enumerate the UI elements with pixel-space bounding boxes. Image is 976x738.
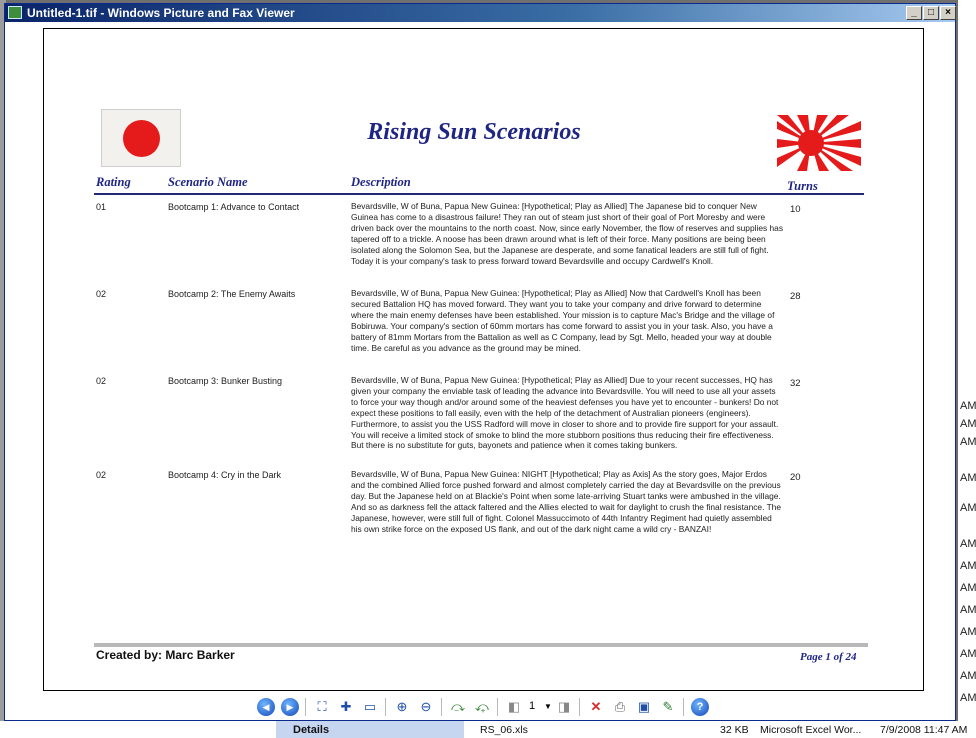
background-time-fragment: AM	[960, 472, 976, 484]
footer-creator: Created by: Marc Barker	[96, 648, 235, 662]
file-date: 7/9/2008 11:47 AM	[880, 724, 968, 736]
scenario-rating: 02	[96, 376, 107, 386]
scenario-rating: 01	[96, 202, 107, 212]
column-header-description: Description	[351, 175, 411, 189]
scenario-rating: 02	[96, 470, 107, 480]
close-button[interactable]: ×	[940, 6, 956, 20]
scenario-description: Bevardsville, W of Buna, Papua New Guinea: [Hypothetical; Play as Allied] Due to your recent successes, HQ has given your company the enviable task of leading the advance into Bevardsville. You will need to use all your assets to force your way though and/or around some of the heaviest defenses you have yet to encounter - bunkers! Do not expect these positions to fall easily, even with the help of the detachment of Australian pioneers (engineers). Furthermore, to assist you the USS Radford will move in closer to shore and to provide fire support for your assault. You will receive a limited stock of smoke to blind the more stubborn positions thus reducing their fire effectiveness. But there is no substitute for guts, bayonets and patience when it comes taking bunkers.	[351, 375, 779, 451]
picture-viewer-window	[4, 3, 956, 721]
background-file-list	[958, 0, 976, 738]
zoom-in-icon[interactable]: ⊕	[396, 699, 408, 714]
scenario-turns: 10	[790, 204, 801, 215]
scenario-description: Bevardsville, W of Buna, Papua New Guinea: [Hypothetical; Play as Allied] The Japanese bid to conquer New Guinea has come to a disastrous failure! They ran out of steam just short of their goal of Port Moresby and were driven back over the mountains to the north coast. Now, since early November, the flow of reserves and supplies has tapered off to a trickle. A noose has been drawn around what is left of their force. Many positions are being been isolated along the Solomon Sea, but the Japanese are desperate, and some fanatical leaders are still full of fight. Today it is your company's task to press forward toward Bevardsville and occupy Cardwell's Knoll.	[351, 201, 784, 266]
background-time-fragment: AM	[960, 436, 976, 448]
toolbar-separator	[305, 698, 306, 716]
background-time-fragment: AM	[960, 670, 976, 682]
scenario-description: Bevardsville, W of Buna, Papua New Guinea: [Hypothetical; Play as Allied] Now that Cardwell's Knoll has been secured Battalion HQ has moved forward. They want you to take your company and drive forward to determine where the main enemy defenses have been established. Your mission is to capture Mac's Bridge and the village of Bobiruwa. Your company's section of 60mm mortars has come forward to assist you in your task. Also, you have a battery of 81mm Mortars from the Battalion as well as C Company, lead by Sgt. Mello, headed your way at double time. Be careful as you advance as the ground may be mined.	[351, 288, 775, 353]
page-number-field[interactable]: 1	[529, 700, 536, 712]
details-panel-header[interactable]	[276, 721, 464, 738]
maximize-button[interactable]: □	[923, 6, 939, 20]
scenario-turns: 20	[790, 472, 801, 483]
background-time-fragment: AM	[960, 582, 976, 594]
previous-image-icon[interactable]: ◀	[257, 698, 275, 716]
toolbar-separator	[385, 698, 386, 716]
background-time-fragment: AM	[960, 400, 976, 412]
image-viewport	[5, 22, 955, 720]
zoom-out-icon[interactable]: ⊖	[420, 699, 432, 714]
header-divider	[94, 193, 864, 195]
background-explorer-strip	[0, 721, 976, 738]
file-type: Microsoft Excel Wor...	[760, 724, 862, 736]
delete-icon[interactable]: ✕	[590, 699, 602, 714]
title-bar[interactable]	[5, 4, 955, 22]
scenario-name: Bootcamp 1: Advance to Contact	[168, 202, 300, 212]
background-time-fragment: AM	[960, 692, 976, 704]
minimize-button[interactable]: _	[906, 6, 922, 20]
rotate-counterclockwise-icon[interactable]: ⤽	[475, 699, 489, 714]
footer-divider	[94, 643, 868, 647]
column-header-rating: Rating	[96, 175, 131, 189]
actual-size-icon[interactable]: ✚	[340, 699, 352, 714]
toolbar-separator	[497, 698, 498, 716]
footer-page-number: Page 1 of 24	[800, 651, 857, 663]
background-time-fragment: AM	[960, 538, 976, 550]
next-image-icon[interactable]: ▶	[281, 698, 299, 716]
previous-page-icon[interactable]: ◧	[507, 699, 521, 714]
background-time-fragment: AM	[960, 626, 976, 638]
page-dropdown-icon[interactable]: ▼	[544, 702, 552, 711]
toolbar-separator	[683, 698, 684, 716]
toolbar-separator	[441, 698, 442, 716]
viewer-toolbar	[5, 692, 955, 722]
scenario-turns: 32	[790, 378, 801, 389]
document-heading: Rising Sun Scenarios	[367, 119, 581, 145]
scenario-turns: 28	[790, 291, 801, 302]
toolbar-separator	[579, 698, 580, 716]
details-label: Details	[293, 724, 330, 736]
scenario-rating: 02	[96, 289, 107, 299]
scenario-description: Bevardsville, W of Buna, Papua New Guinea: NIGHT [Hypothetical; Play as Axis] As the story goes, Major Erdos and the combined Allied force pushed forward and almost completely carried the day at Bevardsville on the previous day. But the Japanese held on at Blackie's Point when some late-arriving Stuart tanks were ambushed in the village. And so as darkness fell the attack faltered and the Allies elected to wait for daylight to crush the final resistance. The Japanese, however, were still full of fight. Colonel Massuccimoto of 44th Infantry Regiment had quietly assembled his own strike force on the exposed US flank, and out of the dark night came a wild cry - BANZAI!	[351, 469, 782, 534]
best-fit-icon[interactable]: ⛶	[317, 699, 327, 714]
background-time-fragment: AM	[960, 648, 976, 660]
background-time-fragment: AM	[960, 560, 976, 572]
document-page	[43, 28, 924, 691]
save-icon[interactable]: ▣	[637, 699, 651, 714]
background-time-fragment: AM	[960, 502, 976, 514]
picture-viewer-app-icon[interactable]	[8, 6, 22, 19]
rising-sun-flag-image	[777, 115, 861, 171]
window-title: Untitled-1.tif - Windows Picture and Fax Viewer	[27, 6, 295, 20]
scenario-name: Bootcamp 4: Cry in the Dark	[168, 470, 282, 480]
help-icon[interactable]: ?	[691, 698, 709, 716]
file-name[interactable]: RS_06.xls	[480, 724, 528, 736]
scenario-name: Bootcamp 2: The Enemy Awaits	[168, 289, 296, 299]
scenario-name: Bootcamp 3: Bunker Busting	[168, 376, 283, 386]
column-header-scenario-name: Scenario Name	[168, 175, 248, 189]
rotate-clockwise-icon[interactable]: ⤼	[451, 699, 465, 714]
column-header-turns: Turns	[787, 179, 818, 193]
file-size: 32 KB	[720, 724, 749, 736]
print-icon[interactable]: ⎙	[614, 699, 626, 714]
next-page-icon[interactable]: ◨	[557, 699, 571, 714]
background-time-fragment: AM	[960, 418, 976, 430]
background-time-fragment: AM	[960, 604, 976, 616]
japanese-flag-image	[101, 109, 181, 167]
edit-icon[interactable]: ✎	[662, 699, 674, 714]
slideshow-icon[interactable]: ▭	[363, 699, 377, 714]
